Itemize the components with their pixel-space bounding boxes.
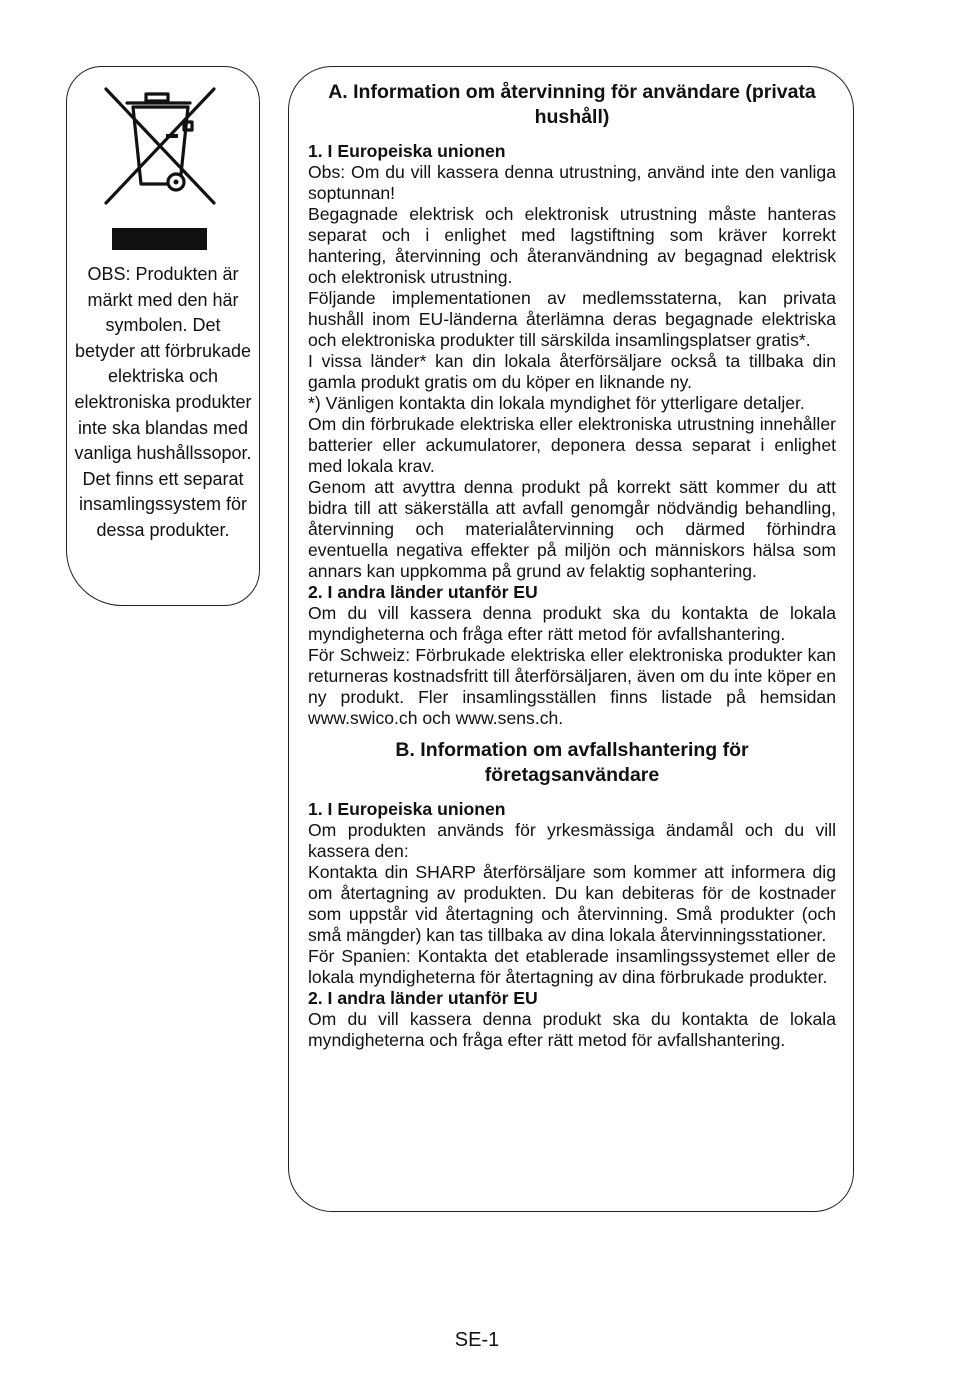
page-number: SE-1 [454,1329,500,1351]
section-a-paragraph: Begagnade elektrisk och elektronisk utrustning måste hanteras separat och i enlighet med lagstiftning som kräver korrekt hantering, återvinning och återanvändning av begagnad elektrisk och elektronisk utrustning. [308,204,836,287]
disposal-information-box [288,66,854,1212]
section-a-paragraph: *) Vänligen kontakta din lokala myndighet för ytterligare detaljer. [308,393,805,413]
section-a-paragraph: För Schweiz: Förbrukade elektriska eller elektroniska produkter kan returneras kostnadsfritt till återförsäljaren, även om du inte köper en ny produkt. Fler insamlingsställen finns listade på hemsidan www.swico.ch och www.sens.ch. [308,645,836,728]
section-a-paragraph: Om du vill kassera denna produkt ska du kontakta de lokala myndigheterna och fråga efter rätt metod för avfallshantering. [308,603,836,644]
weee-notice-box [66,66,260,606]
section-a-paragraph: Följande implementationen av medlemsstaterna, kan privata hushåll inom EU-länderna återlämna deras begagnade elektriska och elektroniska produkter till särskilda insamlingsplatser gratis*. [308,288,836,350]
section-a-non-eu-heading: 2. I andra länder utanför EU [308,582,538,602]
crossed-out-wheelie-bin-icon [100,85,220,207]
section-a-paragraph: Om din förbrukade elektriska eller elektroniska utrustning innehåller batterier eller ackumulatorer, deponera dessa separat i enlighet med lokala krav. [308,414,836,476]
section-b-eu-heading: 1. I Europeiska unionen [308,799,506,819]
section-a-title: A. Information om återvinning för användare (privata hushåll) [328,81,816,128]
disposal-information-content [308,80,836,1051]
section-b-paragraph: Kontakta din SHARP återförsäljare som kommer att informera dig om återtagning av produkten. Du kan debiteras för de kostnader som uppstår vid återtagning och återvinning. Små produkter (och små mängder) kan tas tillbaka av dina lokala återvinningsstationer. [308,862,836,945]
section-a-paragraph: I vissa länder* kan din lokala återförsäljare också ta tillbaka din gamla produkt gratis om du köper en liknande ny. [308,351,836,392]
separate-collection-bar [112,228,207,250]
section-b-non-eu-heading: 2. I andra länder utanför EU [308,988,538,1008]
section-a-paragraph: Genom att avyttra denna produkt på korrekt sätt kommer du att bidra till att säkerställa att avfall genomgår nödvändig behandling, återvinning och materialåtervinning och därmed förhindra eventuella negativa effekter på miljön och människors hälsa som annars kan uppkomma på grund av felaktig sophantering. [308,477,836,581]
section-b-paragraph: Om du vill kassera denna produkt ska du kontakta de lokala myndigheterna och fråga efter rätt metod för avfallshantering. [308,1009,836,1050]
section-b-title: B. Information om avfallshantering för företagsanvändare [395,739,749,786]
weee-symbol-note: OBS: Produkten är märkt med den här symbolen. Det betyder att förbrukade elektriska och elektroniska produkter inte ska blandas med vanliga hushållssopor. Det finns ett separat insamlingssystem för dessa produkter. [74,264,252,540]
section-b-paragraph: Om produkten används för yrkesmässiga ändamål och du vill kassera den: [308,820,836,861]
section-a-eu-heading: 1. I Europeiska unionen [308,141,506,161]
section-b-paragraph: För Spanien: Kontakta det etablerade insamlingssystemet eller de lokala myndigheterna för återtagning av dina förbrukade produkter. [308,946,836,987]
section-a-paragraph: Obs: Om du vill kassera denna utrustning, använd inte den vanliga soptunnan! [308,162,836,203]
